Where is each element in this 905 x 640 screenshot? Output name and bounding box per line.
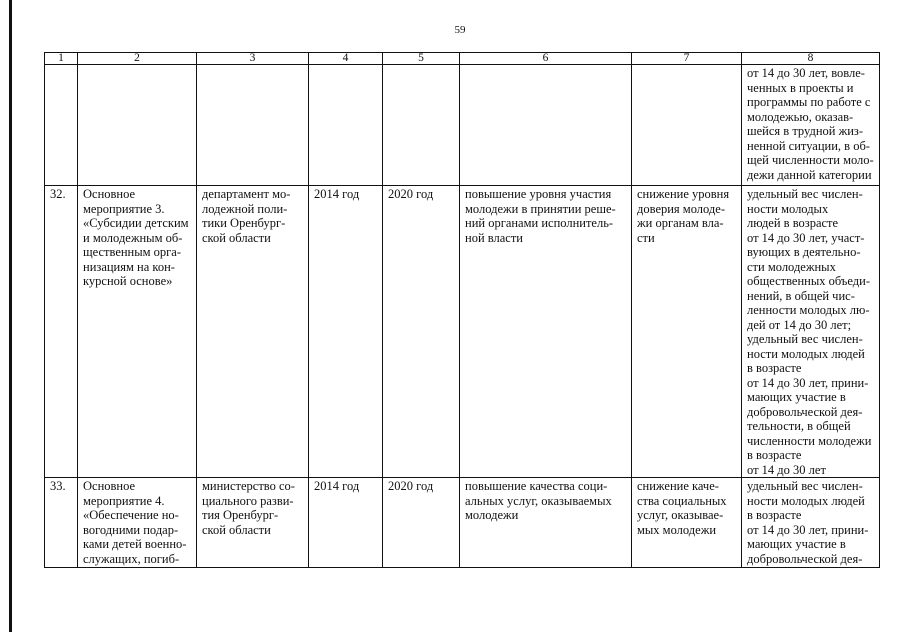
table-cell-col-7 [631, 185, 742, 478]
cell-text-line: снижение уровня [637, 187, 730, 201]
table-cell-col-6 [459, 185, 632, 478]
table-cell-col-6 [459, 477, 632, 568]
cell-text-line: от 14 до 30 лет, прини- [747, 522, 869, 537]
cell-text-line: ний органами исполнитель- [465, 216, 614, 230]
table-cell-col-1 [44, 477, 78, 568]
cell-text-line: удельный вес числен- [747, 187, 863, 201]
table-cell-col-8 [741, 64, 880, 186]
table-cell-col-2 [77, 64, 197, 186]
table-cell-col-4 [308, 185, 383, 478]
header-cell-column-6: 6 [459, 52, 632, 65]
cell-text-line: тельности, в общей [747, 419, 851, 433]
cell-text-line: удельный вес числен- [747, 332, 863, 346]
cell-text-line: ной власти [465, 230, 523, 245]
cell-text-line: ками детей военно- [83, 537, 187, 551]
cell-text-line: сти молодежных [747, 259, 836, 274]
cell-text-line: в возрасте [747, 448, 802, 462]
cell-text-line: ности молодых людей [747, 346, 865, 361]
cell-text-line: вогодними подар- [83, 522, 179, 537]
cell-text-line: ства социальных [637, 493, 727, 508]
cell-text-line: жи органам вла- [637, 216, 724, 230]
table-cell-col-1 [44, 64, 78, 186]
header-cell-column-2: 2 [77, 52, 197, 65]
cell-text-line: повышение уровня участия [465, 187, 612, 201]
cell-text-line: 33. [50, 479, 66, 493]
table-cell-col-3 [196, 185, 309, 478]
table-cell-col-4 [308, 477, 383, 568]
table-cell-col-5 [382, 185, 460, 478]
cell-text-line: альных услуг, оказываемых [465, 493, 612, 508]
cell-text-line: 2020 год [388, 187, 434, 201]
cell-text-line: от 14 до 30 лет [747, 462, 826, 477]
header-cell-column-1: 1 [44, 52, 78, 65]
page-number: 59 [454, 24, 466, 36]
cell-text-line: 2014 год [314, 479, 360, 493]
table-cell-col-5 [382, 64, 460, 186]
cell-text-line: курсной основе» [83, 274, 173, 288]
document-table [44, 52, 880, 568]
cell-text-line: мающих участие в [747, 390, 846, 404]
table-cell-col-3 [196, 64, 309, 186]
scan-binding-edge [9, 0, 12, 632]
cell-text-line: добровольческой дея- [747, 551, 863, 566]
cell-text-line: 32. [50, 187, 66, 201]
cell-text-line: Основное [83, 187, 136, 201]
cell-text-line: нений, в общей чис- [747, 288, 855, 303]
cell-text-line: ненной ситуации, в об- [747, 138, 870, 153]
cell-text-line: щественным орга- [83, 245, 182, 259]
cell-text-line: мающих участие в [747, 537, 846, 551]
cell-text-line: от 14 до 30 лет, прини- [747, 375, 869, 390]
cell-text-line: от 14 до 30 лет, участ- [747, 230, 865, 245]
header-cell-column-4: 4 [308, 52, 383, 65]
table-cell-col-7 [631, 477, 742, 568]
cell-text-line: дежи данной категории [747, 167, 872, 182]
cell-text-line: программы по работе с [747, 95, 871, 109]
cell-text-line: министерство со- [202, 479, 295, 493]
table-cell-col-8 [741, 477, 880, 568]
cell-text-line: и молодежным об- [83, 230, 183, 245]
cell-text-line: циального разви- [202, 493, 294, 508]
cell-text-line: 2020 год [388, 479, 434, 493]
cell-text-line: Основное [83, 479, 136, 493]
table-cell-col-2 [77, 185, 197, 478]
cell-text-line: общественных объеди- [747, 274, 870, 288]
cell-text-line: доверия молоде- [637, 201, 725, 216]
table-cell-col-1 [44, 185, 78, 478]
cell-text-line: шейся в трудной жиз- [747, 124, 864, 138]
cell-text-line: служащих, погиб- [83, 551, 180, 566]
cell-text-line: ской области [202, 230, 271, 245]
cell-text-line: тики Оренбург- [202, 216, 286, 230]
cell-text-line: в возрасте [747, 361, 802, 375]
cell-text-line: дей от 14 до 30 лет; [747, 317, 852, 332]
cell-text-line: сти [637, 230, 655, 245]
cell-text-line: ской области [202, 522, 271, 537]
cell-text-line: ности молодых [747, 201, 829, 216]
cell-text-line: мероприятие 3. [83, 201, 165, 216]
cell-text-line: щей численности моло- [747, 153, 874, 167]
header-cell-column-7: 7 [631, 52, 742, 65]
cell-text-line: молодежи [465, 508, 519, 522]
table-cell-col-8 [741, 185, 880, 478]
table-cell-col-2 [77, 477, 197, 568]
table-cell-col-7 [631, 64, 742, 186]
cell-text-line: мых молодежи [637, 522, 717, 537]
header-cell-column-5: 5 [382, 52, 460, 65]
cell-text-line: 2014 год [314, 187, 360, 201]
table-row [44, 64, 880, 186]
cell-text-line: молодежью, оказав- [747, 109, 854, 124]
cell-text-line: от 14 до 30 лет, вовле- [747, 66, 865, 80]
cell-text-line: «Обеспечение но- [83, 508, 179, 522]
table-cell-col-3 [196, 477, 309, 568]
cell-text-line: тия Оренбург- [202, 508, 279, 522]
table-row [44, 477, 880, 568]
cell-text-line: снижение каче- [637, 479, 719, 493]
table-cell-col-5 [382, 477, 460, 568]
cell-text-line: удельный вес числен- [747, 479, 863, 493]
table-cell-col-4 [308, 64, 383, 186]
cell-text-line: численности молодежи [747, 433, 872, 448]
cell-text-line: ченных в проекты и [747, 80, 854, 95]
cell-text-line: «Субсидии детским [83, 216, 189, 230]
cell-text-line: мероприятие 4. [83, 493, 165, 508]
cell-text-line: в возрасте [747, 508, 802, 522]
cell-text-line: лодежной поли- [202, 201, 288, 216]
cell-text-line: ленности молодых лю- [747, 303, 870, 317]
cell-text-line: вующих в деятельно- [747, 245, 861, 259]
cell-text-line: департамент мо- [202, 187, 291, 201]
header-cell-column-8: 8 [741, 52, 880, 65]
cell-text-line: низациям на кон- [83, 259, 175, 274]
cell-text-line: молодежи в принятии реше- [465, 201, 616, 216]
cell-text-line: ности молодых людей [747, 493, 865, 508]
cell-text-line: добровольческой дея- [747, 404, 863, 419]
table-row [44, 185, 880, 478]
cell-text-line: людей в возрасте [747, 216, 839, 230]
table-cell-col-6 [459, 64, 632, 186]
cell-text-line: услуг, оказывае- [637, 508, 724, 522]
header-cell-column-3: 3 [196, 52, 309, 65]
cell-text-line: повышение качества соци- [465, 479, 608, 493]
